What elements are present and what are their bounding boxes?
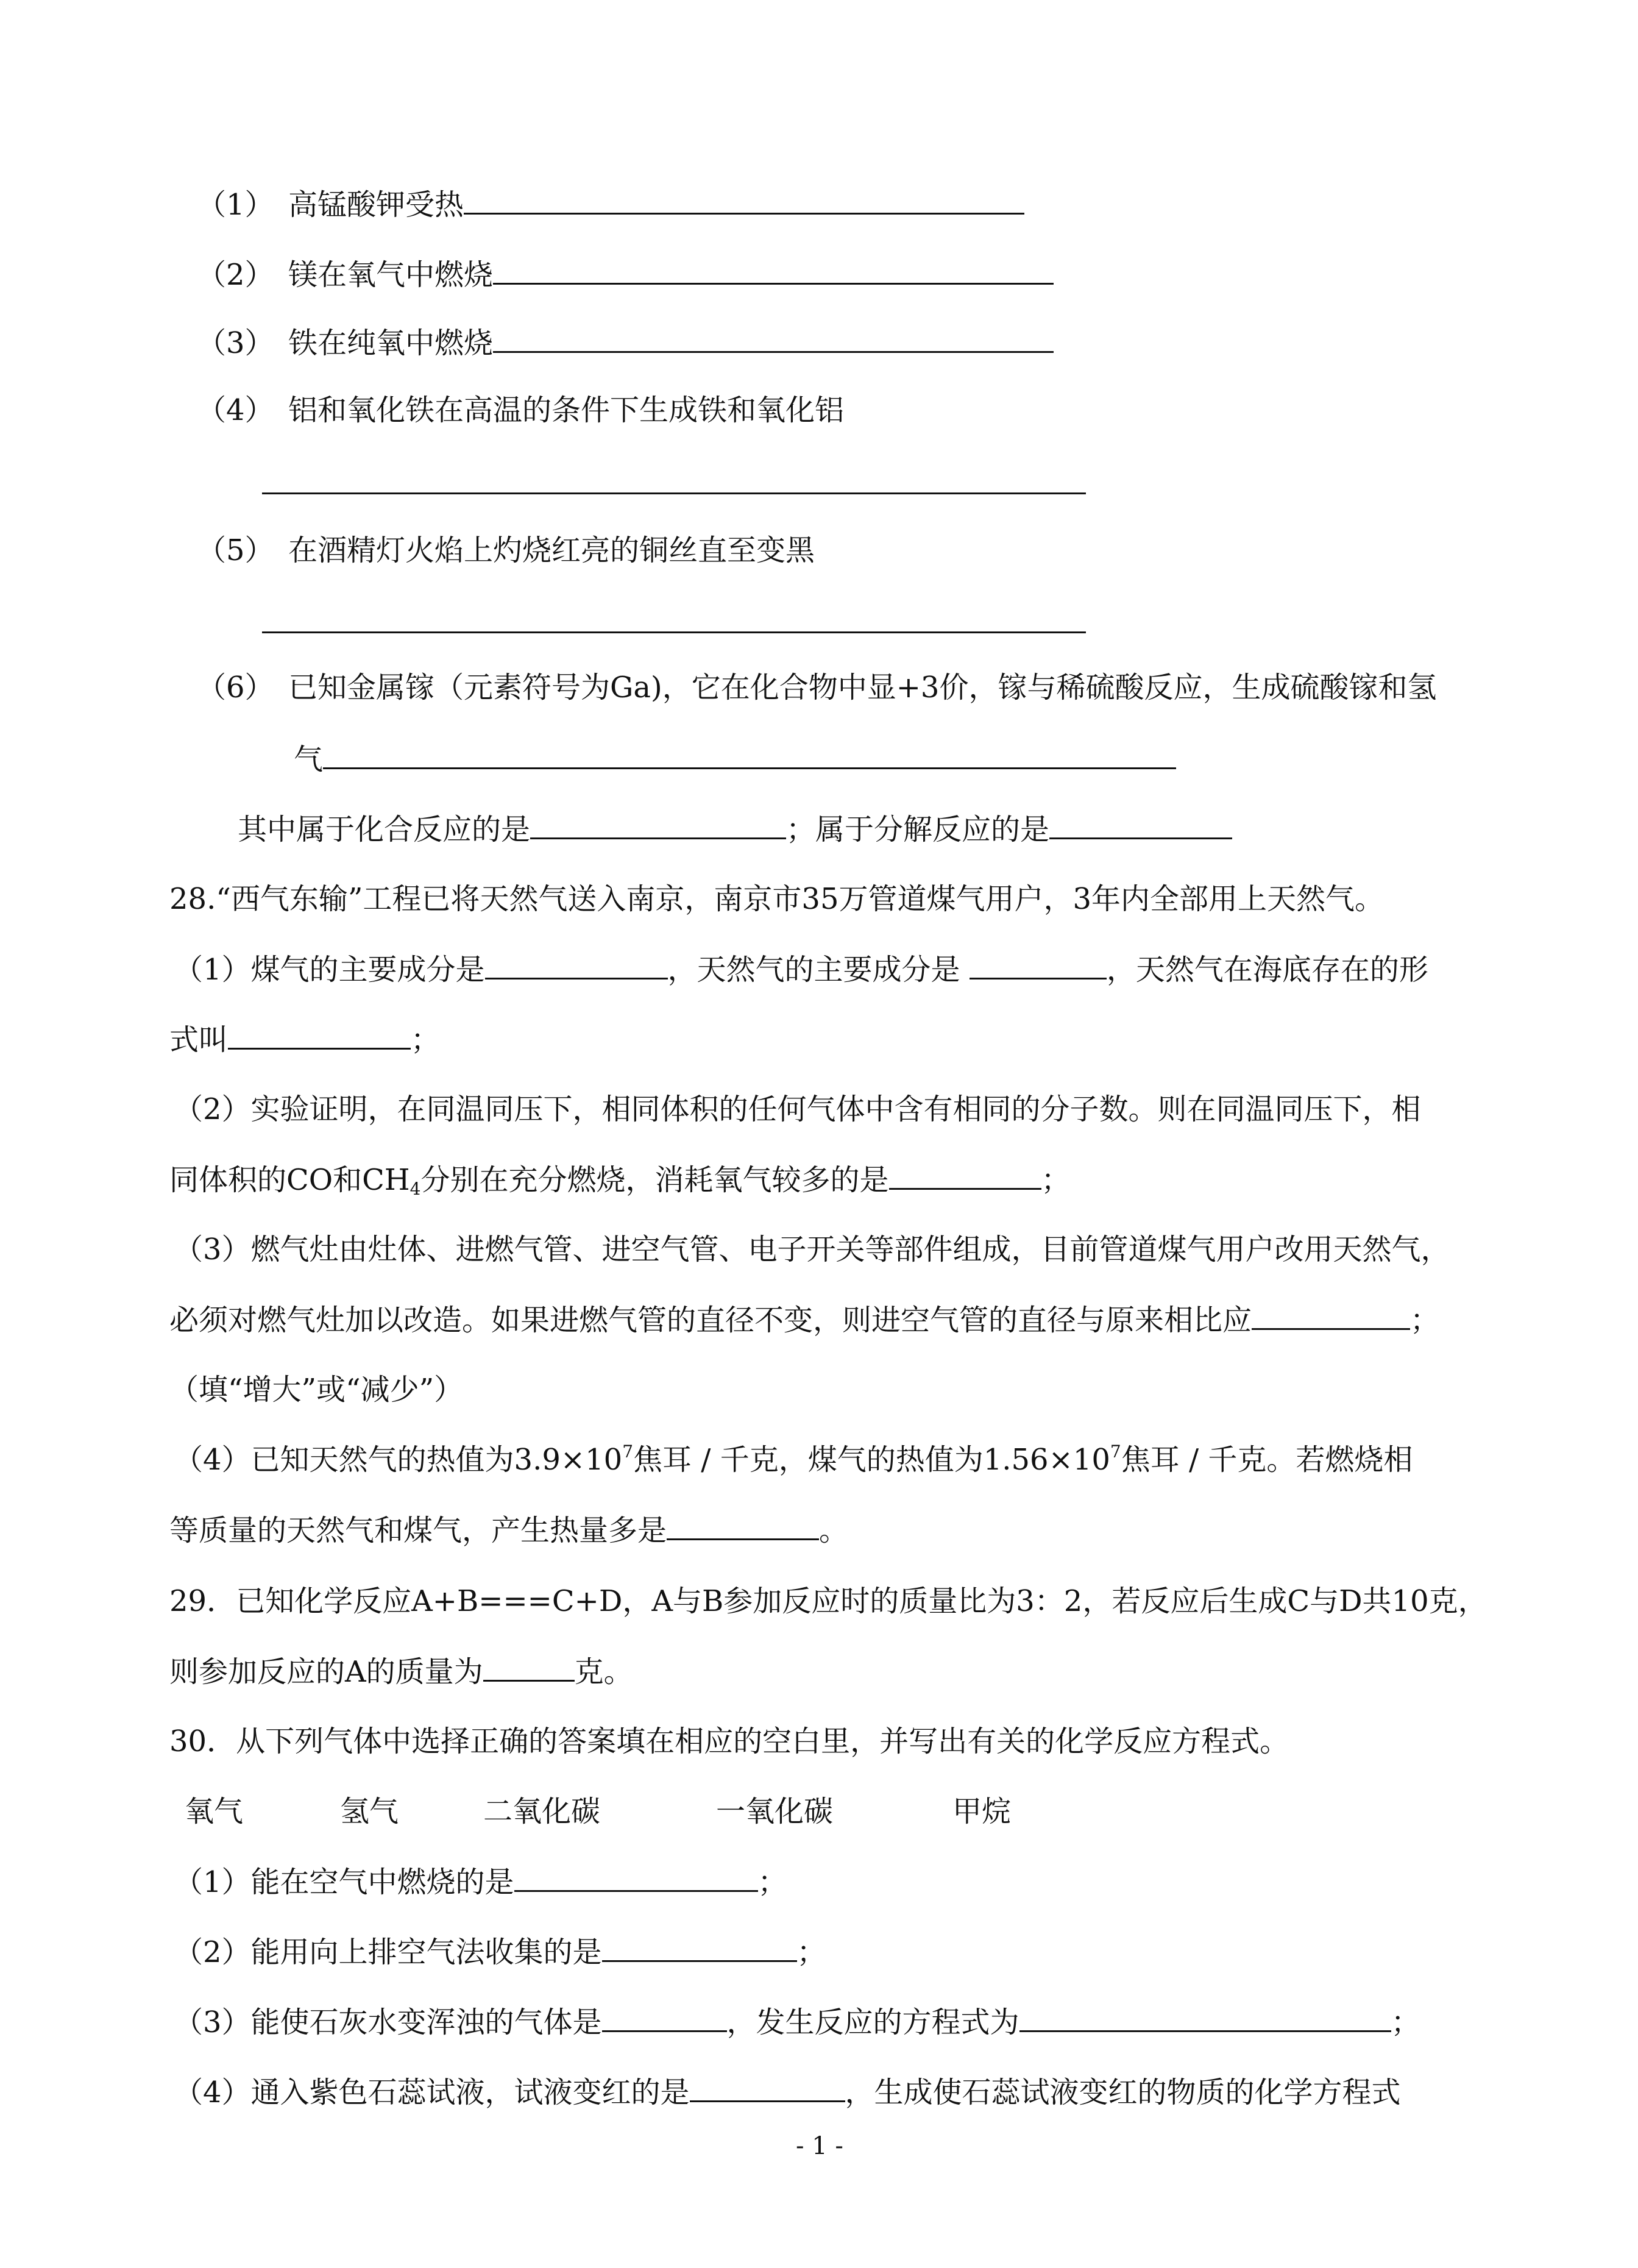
q30-part-4 [174, 2074, 1401, 2111]
answer-blank[interactable] [602, 2003, 727, 2032]
answer-blank[interactable] [464, 186, 1024, 215]
exponent: 7 [1110, 1441, 1121, 1462]
text: ，生成使石蕊试液变红的物质的化学方程式 [845, 2075, 1401, 2110]
q27-item-5 [197, 532, 815, 569]
text: ； [411, 1023, 441, 1057]
q28-part-3: （3）燃气灶由灶体、进燃气管、进空气管、电子开关等部件组成，目前管道煤气用户改用天然气， [174, 1232, 1450, 1267]
q30-part-2 [174, 1933, 826, 1971]
text: 必须对燃气灶加以改造。如果进燃气管的直径不变，则进空气管的直径与原来相比应 [169, 1303, 1252, 1337]
text: 分别在充分燃烧，消耗氧气较多的是 [420, 1163, 889, 1197]
text: 则参加反应的A的质量为 [169, 1655, 483, 1689]
gas-option: 氢气 [340, 1794, 399, 1829]
text: 。 [819, 1513, 849, 1548]
decomposition-blank[interactable] [1049, 811, 1232, 839]
item-number: （5） [197, 533, 274, 567]
item-text: 铁在纯氧中燃烧 [288, 326, 494, 360]
exponent: 7 [622, 1441, 634, 1462]
answer-line[interactable] [262, 492, 1086, 494]
q28-part-2-cont [169, 1161, 1071, 1198]
answer-blank[interactable] [690, 2074, 845, 2102]
text: ，天然气的主要成分是 [667, 953, 960, 987]
answer-blank[interactable] [483, 1653, 575, 1682]
q27-item-1 [197, 186, 1024, 223]
answer-blank[interactable] [493, 256, 1054, 285]
q28-part-4-cont [169, 1512, 848, 1549]
q27-item-6 [197, 669, 1436, 706]
item-text-cont: 气 [294, 742, 324, 777]
text: 同体积的CO和CH [169, 1163, 410, 1197]
answer-blank[interactable] [970, 951, 1107, 979]
item-text: 在酒精灯火焰上灼烧红亮的铜丝直至变黑 [288, 533, 815, 567]
text: ； [757, 1865, 787, 1899]
item-number: （6） [197, 670, 274, 705]
q29-line-1: 29．已知化学反应A+B===C+D，A与B参加反应时的质量比为3：2，若反应后生成C与D共10克， [169, 1584, 1487, 1618]
gas-option: 甲烷 [952, 1794, 1012, 1829]
q28-part-4 [174, 1441, 1413, 1478]
answer-blank[interactable] [889, 1161, 1041, 1190]
q30-part-1 [174, 1863, 787, 1900]
answer-blank[interactable] [602, 1933, 797, 1962]
subscript: 4 [410, 1179, 421, 1199]
answer-blank[interactable] [493, 324, 1054, 353]
q29-line-2 [169, 1653, 633, 1690]
equation-blank[interactable] [1019, 2003, 1391, 2032]
item-text: 高锰酸钾受热 [288, 188, 464, 222]
text: （4）通入紫色石蕊试液，试液变红的是 [174, 2075, 690, 2110]
q28-intro: 28.“西气东输”工程已将天然气送入南京，南京市35万管道煤气用户，3年内全部用上天然气。 [169, 882, 1384, 916]
text: ，天然气在海底存在的形 [1106, 953, 1428, 987]
q28-part-1-cont [169, 1021, 440, 1058]
text: （1）煤气的主要成分是 [174, 953, 485, 987]
answer-blank[interactable] [1252, 1301, 1410, 1330]
summary-text: 其中属于化合反应的是 [238, 812, 531, 847]
gas-option: 二氧化碳 [483, 1794, 601, 1829]
summary-text: ；属于分解反应的是 [786, 812, 1050, 847]
text: （3）能使石灰水变浑浊的气体是 [174, 2005, 602, 2039]
text: （4）已知天然气的热值为3.9×10 [174, 1443, 623, 1477]
gas-list [185, 1793, 1011, 1830]
combination-blank[interactable] [530, 811, 786, 839]
q27-item-6-cont [294, 741, 1176, 778]
item-number: （3） [197, 326, 274, 360]
gas-option: 一氧化碳 [716, 1794, 834, 1829]
text: ； [1410, 1303, 1440, 1337]
item-number: （1） [197, 188, 274, 222]
item-text: 镁在氧气中燃烧 [288, 258, 494, 292]
item-number: （4） [197, 393, 274, 427]
text: ； [1041, 1163, 1071, 1197]
text: 式叫 [169, 1023, 229, 1057]
page-number: - 1 - [796, 2132, 843, 2160]
q27-item-3 [197, 324, 1054, 361]
answer-blank[interactable] [323, 741, 1176, 769]
text: 焦耳 / 千克。若燃烧相 [1121, 1443, 1413, 1477]
gas-option: 氧气 [185, 1794, 244, 1829]
q30-intro: 30．从下列气体中选择正确的答案填在相应的空白里，并写出有关的化学反应方程式。 [169, 1724, 1289, 1758]
text: ； [796, 1935, 826, 1969]
q28-part-1 [174, 951, 1428, 988]
text: （2）能用向上排空气法收集的是 [174, 1935, 602, 1969]
item-text: 已知金属镓（元素符号为Ga)，它在化合物中显+3价，镓与稀硫酸反应，生成硫酸镓和氢 [288, 670, 1437, 705]
answer-blank[interactable] [514, 1863, 758, 1892]
answer-blank[interactable] [228, 1021, 411, 1050]
text: 焦耳 / 千克，煤气的热值为1.56×10 [633, 1443, 1110, 1477]
q27-item-4 [197, 392, 844, 428]
answer-line[interactable] [262, 631, 1086, 633]
answer-blank[interactable] [485, 951, 668, 979]
q28-part-3-note: （填“增大”或“减少”） [169, 1373, 464, 1407]
text: （1）能在空气中燃烧的是 [174, 1865, 514, 1899]
text: 等质量的天然气和煤气，产生热量多是 [169, 1513, 667, 1548]
text: 克。 [574, 1655, 633, 1689]
text: ； [1391, 2005, 1420, 2039]
item-text: 铝和氧化铁在高温的条件下生成铁和氧化铝 [288, 393, 845, 427]
answer-blank[interactable] [667, 1512, 819, 1540]
q28-part-3-cont [169, 1301, 1439, 1338]
item-number: （2） [197, 258, 274, 292]
q27-summary [238, 811, 1232, 848]
q28-part-2: （2）实验证明，在同温同压下，相同体积的任何气体中含有相同的分子数。则在同温同压下，相 [174, 1092, 1421, 1126]
q30-part-3 [174, 2003, 1420, 2041]
text: ，发生反应的方程式为 [726, 2005, 1019, 2039]
q27-item-2 [197, 256, 1054, 293]
